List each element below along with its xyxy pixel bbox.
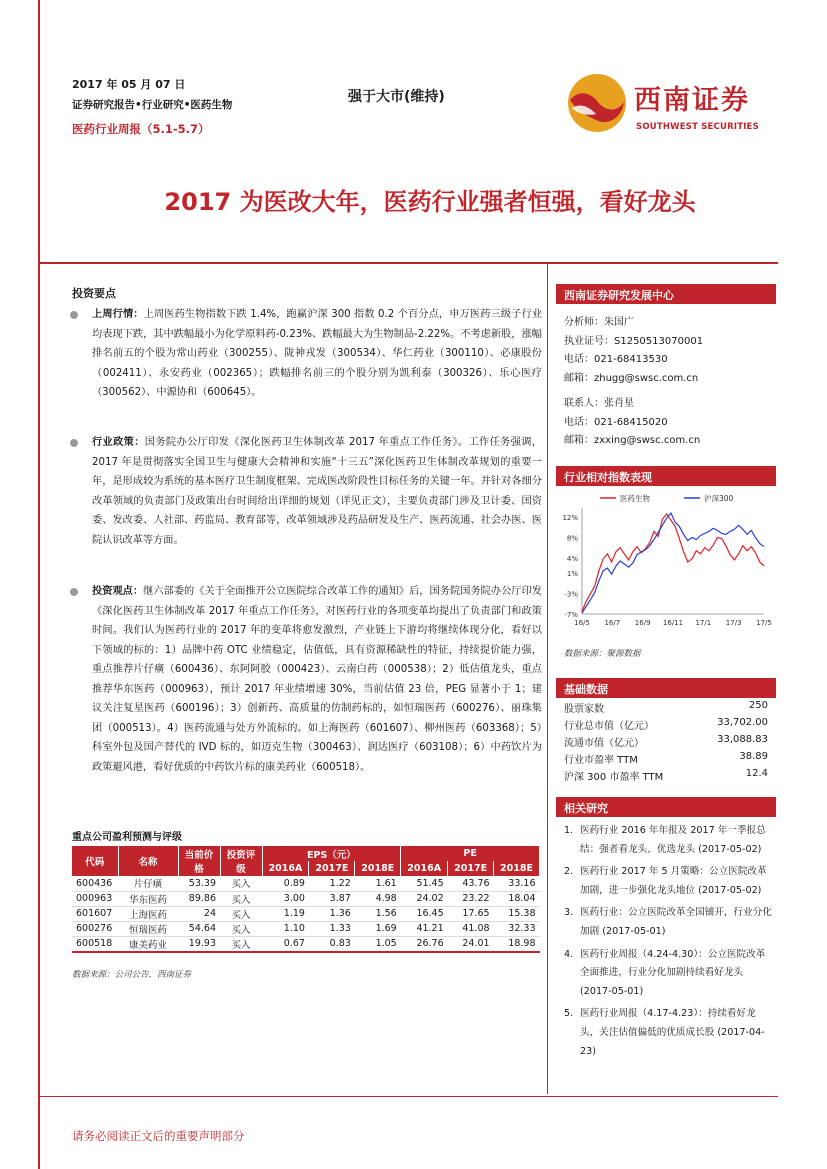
left-red-rule: [38, 0, 40, 1169]
analyst-contact-block: [564, 314, 703, 451]
related-report-item: [560, 946, 772, 1002]
x-tick-label: 16/7: [604, 619, 621, 627]
chart-source-note: 数据来源：聚源数据: [564, 649, 641, 659]
logo-emblem-icon: [566, 72, 628, 134]
table-cell: 买入: [220, 921, 262, 936]
table-cell: 买入: [220, 891, 262, 906]
policy-bullet: [72, 433, 542, 550]
basic-data-value: 12.4: [745, 768, 768, 779]
research-center-heading: 西南证券研究发展中心: [556, 284, 776, 304]
table-cell: 恒瑞医药: [118, 921, 178, 936]
bullet-dot-icon: [70, 311, 78, 319]
related-report-item: [560, 863, 772, 900]
table-cell: 1.56: [355, 906, 401, 921]
table-cell: 1.33: [309, 921, 355, 936]
related-report-item: [560, 904, 772, 941]
table-cell: 24.01: [448, 936, 494, 952]
table-cell: 片仔癀: [118, 876, 178, 891]
col-rating: 投资评级: [220, 846, 262, 876]
basic-data-value: 33,088.83: [717, 734, 768, 745]
market-label: 上周行情：: [92, 309, 144, 320]
table-cell: 4.98: [355, 891, 401, 906]
series-line-hs300: [582, 513, 764, 613]
related-report-text: 医药行业周报（4.24-4.30）：公立医院改革全面推进，行业分化加剧持续看好龙头 (2017-05-01): [580, 948, 766, 997]
table-cell: 89.86: [178, 891, 220, 906]
table-cell: 23.22: [448, 891, 494, 906]
policy-text: 国务院办公厅印发《深化医药卫生体制改革 2017 年重点工作任务》。工作任务强调，2017 年是贯彻落实全国卫生与健康大会精神和实施“十三五”深化医药卫生体制改革规划的重要一年，是形成较为系统的基本医疗卫生制度框架、完成医改阶段性目标任务的关键一年。并针对各细分改革领域的负责部门及政策出台时间给出详细的规划（详见正文），主要负责部门涉及卫计委、国资委、发改委、人社部、药监局、教育部等，改革领域涉及药品研发及生产、医药流通、社会办医、医院认识改革等方面。: [92, 437, 542, 546]
basic-data-row: [564, 717, 768, 734]
table-source-note: 数据来源：公司公告，西南证券: [72, 970, 192, 980]
basic-data-key: 沪深 300 市盈率 TTM: [564, 772, 664, 783]
table-cell: 上海医药: [118, 906, 178, 921]
basic-data-key: 流通市值（亿元）: [564, 738, 644, 749]
col-pe: PE: [401, 846, 540, 861]
table-cell: 600276: [72, 921, 118, 936]
view-text: 继六部委的《关于全面推开公立医院综合改革工作的通知》后，国务院国务院办公厅印发《深化医药卫生体制改革 2017 年重点工作任务》，对医药行业的各项变革均提出了负责部门和政策时间。我们认为医药行业的 2017 年的变革将愈发激烈，产业链上下游均将继续体现分化，看好以下领域的标的：1）品牌中药 OTC 业绩稳定，估值低，具有资源稀缺性的特征，持续提价能力强，重点推荐片仔癀（600436）、东阿阿胶（000423）、云南白药（000538）；2）低估值龙头，重点推荐华东医药（000963），预计 2017 年业绩增速 30%，当前估值 23 倍，PEG 显著小于 1；建议关注复星医药（600196）；3）创新药、高质量的仿制药标的，如恒瑞医药（600276）、丽珠集团（000513）。4）医药流通与处方外流标的。如上海医药（601607）、柳州医药（603368）；5）科室外包及国产替代的 IVD 标的，如迈克生物（300463）、润达医疗（603108）；6）中药饮片为政策避风港，看好优质的中药饮片标的康美药业（600518）。: [92, 586, 542, 773]
table-cell: 1.61: [355, 876, 401, 891]
table-cell: 15.38: [494, 906, 540, 921]
basic-data-list: [564, 700, 768, 785]
related-report-text: 医药行业：公立医院改革全国铺开，行业分化加剧 (2017-05-01): [580, 907, 772, 937]
table-cell: 53.39: [178, 876, 220, 891]
table-cell: 43.76: [448, 876, 494, 891]
table-cell: 1.22: [309, 876, 355, 891]
table-cell: 26.76: [401, 936, 448, 952]
col-code: 代码: [72, 846, 118, 876]
table-cell: 18.04: [494, 891, 540, 906]
related-report-number: 4.: [564, 948, 574, 960]
basic-data-row: [564, 700, 768, 717]
table-cell: 华东医药: [118, 891, 178, 906]
basic-data-key: 股票家数: [564, 704, 604, 715]
market-text: 上周医药生物指数下跌 1.4%，跑赢沪深 300 指数 0.2 个百分点，申万医药三级子行业均表现下跌，其中跌幅最小为化学原料药-0.23%、跌幅最大为生物制品-2.22%。不考虑新股，涨幅排名前五的个股为常山药业（300255）、陇神戎发（300534）、华仁药业（300110）、必康股份（002411）、永安药业（002365）；跌幅排名前三的个股分别为凯利泰（300326）、乐心医疗（300562）、中源协和（600645）。: [92, 309, 543, 398]
basic-data-value: 33,702.00: [717, 717, 768, 728]
contact-line: 执业证号：S1250513070001: [564, 335, 704, 347]
table-cell: 41.08: [448, 921, 494, 936]
table-cell: 33.16: [494, 876, 540, 891]
table-cell: 0.67: [262, 936, 309, 952]
contact-line: 电话：021-68413530: [564, 354, 668, 366]
bullet-dot-icon: [70, 439, 78, 447]
policy-label: 行业政策：: [92, 437, 145, 448]
title-divider: [40, 262, 778, 264]
table-cell: 600518: [72, 936, 118, 952]
report-date: 2017 年 05 月 07 日: [72, 78, 186, 91]
table-cell: 600436: [72, 876, 118, 891]
x-tick-label: 17/3: [725, 619, 742, 627]
basic-data-key: 行业市盈率 TTM: [564, 755, 638, 766]
related-report-item: [560, 1005, 772, 1061]
table-cell: 16.45: [401, 906, 448, 921]
legend-label: 沪深300: [704, 494, 734, 503]
company-forecast-table: [72, 846, 540, 953]
y-tick-label: 1%: [566, 570, 578, 579]
x-tick-label: 17/5: [756, 619, 772, 627]
basic-data-row: [564, 734, 768, 751]
column-divider: [547, 264, 548, 1094]
table-cell: 1.36: [309, 906, 355, 921]
col-name: 名称: [118, 846, 178, 876]
col-year: 2016A: [401, 861, 448, 876]
col-year: 2017E: [448, 861, 494, 876]
table-cell: 18.98: [494, 936, 540, 952]
table-row: [72, 921, 540, 936]
table-cell: 19.93: [178, 936, 220, 952]
related-report-number: 1.: [564, 825, 574, 836]
key-points-heading: 投资要点: [72, 287, 116, 300]
report-title: 2017 为医改大年，医药行业强者恒强，看好龙头: [164, 188, 696, 216]
table-cell: 买入: [220, 906, 262, 921]
report-type: 证券研究报告•行业研究•医药生物: [72, 99, 233, 111]
table-cell: 1.10: [262, 921, 309, 936]
table-row: [72, 906, 540, 921]
table-cell: 康美药业: [118, 936, 178, 952]
footer-divider: [40, 1096, 778, 1097]
bullet-dot-icon: [70, 588, 78, 596]
table-cell: 54.64: [178, 921, 220, 936]
y-tick-label: 12%: [562, 514, 578, 523]
table-cell: 24: [178, 906, 220, 921]
table-cell: 51.45: [401, 876, 448, 891]
col-eps: EPS（元）: [262, 846, 401, 861]
logo-en-text: SOUTHWEST SECURITIES: [636, 122, 759, 132]
table-cell: 32.33: [494, 921, 540, 936]
weekly-title: 医药行业周报（5.1-5.7）: [72, 122, 210, 136]
table-cell: 0.83: [309, 936, 355, 952]
related-research-list: [560, 822, 772, 1065]
basic-data-value: 250: [748, 700, 768, 711]
company-table-caption: 重点公司盈利预测与评级: [72, 832, 182, 843]
related-report-text: 医药行业 2017 年 5 月策略：公立医院改革加剧，进一步强化龙头地位 (2017-05-02): [580, 866, 767, 896]
series-line-pharma: [582, 514, 764, 612]
legend-label: 医药生物: [620, 494, 650, 503]
related-research-heading: 相关研究: [556, 797, 776, 817]
col-year: 2016A: [262, 861, 309, 876]
related-report-number: 5.: [564, 1008, 574, 1020]
basic-data-heading: 基础数据: [556, 678, 776, 698]
southwest-securities-logo: [566, 72, 766, 136]
table-cell: 41.21: [401, 921, 448, 936]
disclaimer-note: 请务必阅读正文后的重要声明部分: [72, 1129, 245, 1143]
col-price: 当前价格: [178, 846, 220, 876]
market-bullet: [72, 305, 542, 403]
related-report-text: 医药行业周报（4.17-4.23）：持续看好龙头，关注估值偏低的优质成长股 (2017-04-23): [580, 1008, 765, 1057]
y-tick-label: 8%: [566, 534, 578, 543]
x-tick-label: 17/1: [695, 619, 712, 627]
contact-line: 分析师：朱国广: [564, 317, 634, 328]
basic-data-value: 38.89: [739, 751, 768, 762]
view-label: 投资观点：: [92, 586, 144, 597]
table-cell: 3.87: [309, 891, 355, 906]
contact-line: 电话：021-68415020: [564, 416, 668, 428]
contact-line: 邮箱：zxxing@swsc.com.cn: [564, 435, 701, 447]
contact-line: 邮箱：zhugg@swsc.com.cn: [564, 373, 699, 385]
table-cell: 买入: [220, 936, 262, 952]
table-cell: 1.05: [355, 936, 401, 952]
industry-rating: 强于大市(维持): [348, 89, 445, 105]
y-tick-label: -3%: [564, 590, 578, 599]
x-tick-label: 16/9: [634, 619, 651, 627]
table-cell: 3.00: [262, 891, 309, 906]
table-cell: 1.69: [355, 921, 401, 936]
x-tick-label: 16/11: [662, 619, 684, 627]
col-year: 2018E: [494, 861, 540, 876]
x-tick-label: 16/5: [574, 619, 590, 627]
relative-index-chart: [556, 488, 776, 640]
view-bullet: [72, 582, 542, 777]
table-cell: 1.19: [262, 906, 309, 921]
y-tick-label: -7%: [564, 611, 578, 619]
related-report-item: [560, 822, 772, 859]
y-tick-label: 4%: [566, 554, 578, 563]
col-year: 2017E: [309, 861, 355, 876]
related-report-text: 医药行业 2016 年年报及 2017 年一季报总结：强者看龙头、优选龙头 (2017-05-02): [580, 825, 766, 855]
basic-data-row: [564, 751, 768, 768]
table-cell: 买入: [220, 876, 262, 891]
basic-data-row: [564, 768, 768, 785]
chart-heading: 行业相对指数表现: [556, 466, 776, 486]
table-row: [72, 936, 540, 952]
basic-data-key: 行业总市值（亿元）: [564, 721, 654, 732]
table-cell: 601607: [72, 906, 118, 921]
table-cell: 24.02: [401, 891, 448, 906]
related-report-number: 2.: [564, 866, 574, 878]
table-cell: 17.65: [448, 906, 494, 921]
related-report-number: 3.: [564, 907, 574, 919]
contact-line: 联系人：张肖星: [564, 397, 634, 409]
table-row: [72, 891, 540, 906]
table-row: [72, 876, 540, 891]
table-cell: 0.89: [262, 876, 309, 891]
table-cell: 000963: [72, 891, 118, 906]
logo-cn-text: 西南证券: [634, 85, 750, 116]
col-year: 2018E: [355, 861, 401, 876]
